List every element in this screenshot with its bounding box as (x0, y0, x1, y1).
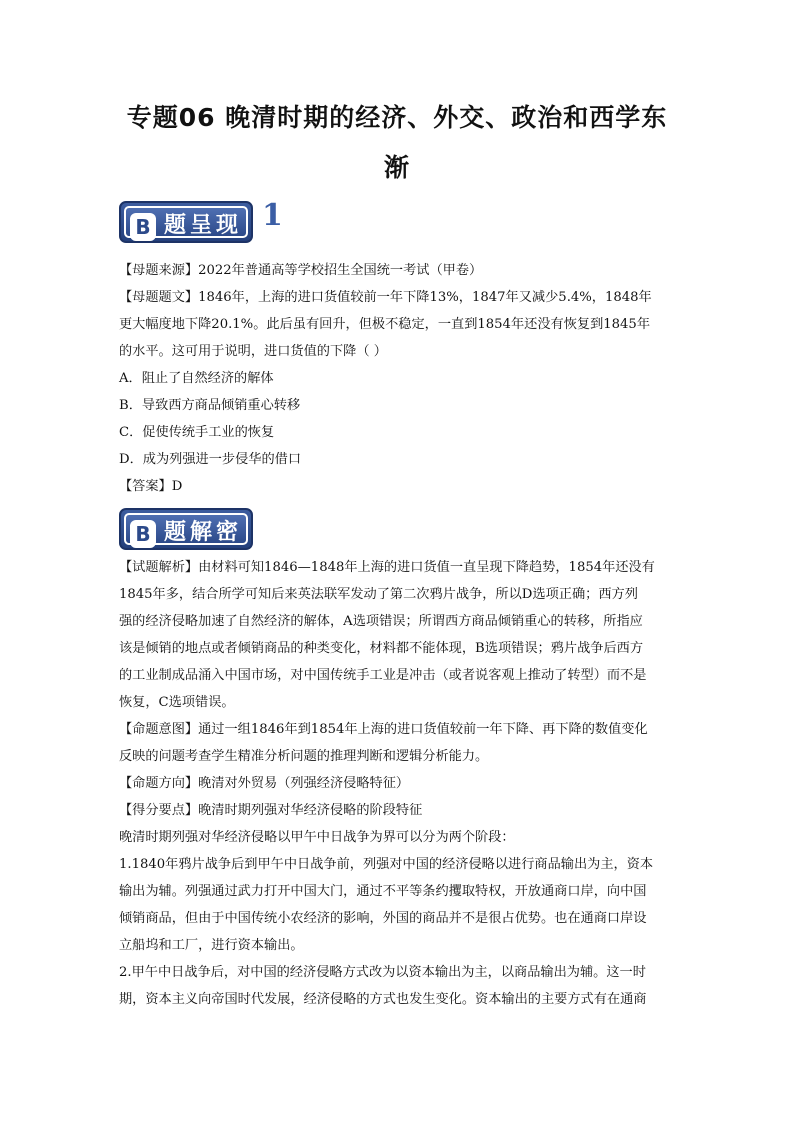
intent-line-1: 【命题意图】通过一组1846年到1854年上海的进口货值较前一年下降、再下降的数值变化 (119, 722, 648, 737)
body-line-6: 2.甲午中日战争后，对中国的经济侵略方式改为以资本输出为主，以商品输出为辅。这一时 (119, 965, 646, 980)
section-badge-analysis (119, 508, 253, 550)
question-line-2: 更大幅度地下降20.1%。此后虽有回升，但极不稳定，一直到1854年还没有恢复到1845年 (119, 317, 651, 332)
analysis-line-4: 该是倾销的地点或者倾销商品的种类变化，材料都不能体现，B选项错误；鸦片战争后西方 (119, 641, 643, 656)
page-title (100, 93, 694, 193)
body-line-5: 立船坞和工厂，进行资本输出。 (119, 938, 304, 953)
intent-tag: 【命题意图】 (119, 722, 199, 737)
question-tag: 【母题题文】 (119, 290, 199, 305)
option-d: D．成为列强进一步侵华的借口 (119, 452, 302, 467)
badge-number: 1 (262, 198, 283, 233)
direction-line: 【命题方向】晚清对外贸易（列强经济侵略特征） (119, 776, 410, 791)
analysis-tag: 【试题解析】 (119, 560, 199, 575)
badge-logo-icon: B (130, 520, 156, 548)
answer-line (119, 478, 679, 496)
keypoint-line: 【得分要点】晚清时期列强对华经济侵略的阶段特征 (119, 803, 423, 818)
body-line-7: 期，资本主义向帝国时代发展，经济侵略的方式也发生变化。资本输出的主要方式有在通商 (119, 992, 647, 1007)
badge-logo-icon: B (130, 213, 156, 241)
question-line-1: 【母题题文】1846年，上海的进口货值较前一年下降13%，1847年又减少5.4%，1848年 (119, 290, 652, 305)
keypoint-tag: 【得分要点】 (119, 803, 199, 818)
option-a: A．阻止了自然经济的解体 (119, 371, 274, 386)
answer-tag: 【答案】 (119, 479, 172, 494)
intent-line-2: 反映的问题考查学生精准分析问题的推理判断和逻辑分析能力。 (119, 749, 489, 764)
question-line-3: 的水平。这可用于说明，进口货值的下降（ ） (119, 344, 387, 359)
body-line-2: 1.1840年鸦片战争后到甲午中日战争前，列强对中国的经济侵略以进行商品输出为主，资本 (119, 857, 654, 872)
title-line-2: 渐 (383, 153, 410, 182)
analysis-line-2: 1845年多，结合所学可知后来英法联军发动了第二次鸦片战争，所以D选项正确；西方列 (119, 587, 638, 602)
source-tag: 【母题来源】 (119, 263, 199, 278)
analysis-line-3: 强的经济侵略加速了自然经济的解体，A选项错误；所谓西方商品倾销重心的转移，所指应 (119, 614, 643, 629)
body-line-1: 晚清时期列强对华经济侵略以甲午中日战争为界可以分为两个阶段： (119, 830, 515, 845)
analysis-line-1: 【试题解析】由材料可知1846—1848年上海的进口货值一直呈现下降趋势，1854年还没有 (119, 560, 655, 575)
analysis-line-5: 的工业制成品涌入中国市场，对中国传统手工业是冲击（或者说客观上推动了转型）而不是 (119, 668, 647, 683)
title-line-1: 专题06 晚清时期的经济、外交、政治和西学东 (126, 103, 668, 132)
option-b: B．导致西方商品倾销重心转移 (119, 398, 301, 413)
answer-value: D (171, 479, 183, 494)
badge-label: 题呈现 (164, 213, 243, 238)
section-badge-presentation (119, 201, 253, 243)
direction-tag: 【命题方向】 (119, 776, 199, 791)
body-line-3: 输出为辅。列强通过武力打开中国大门，通过不平等条约攫取特权，开放通商口岸，向中国 (119, 884, 647, 899)
body-line-4: 倾销商品，但由于中国传统小农经济的影响，外国的商品并不是很占优势。也在通商口岸设 (119, 911, 647, 926)
option-c: C．促使传统手工业的恢复 (119, 425, 275, 440)
badge-label: 题解密 (164, 520, 243, 545)
source-text: 2022年普通高等学校招生全国统一考试（甲卷） (198, 263, 483, 278)
source-line (119, 262, 679, 280)
analysis-line-6: 恢复，C选项错误。 (119, 695, 235, 710)
